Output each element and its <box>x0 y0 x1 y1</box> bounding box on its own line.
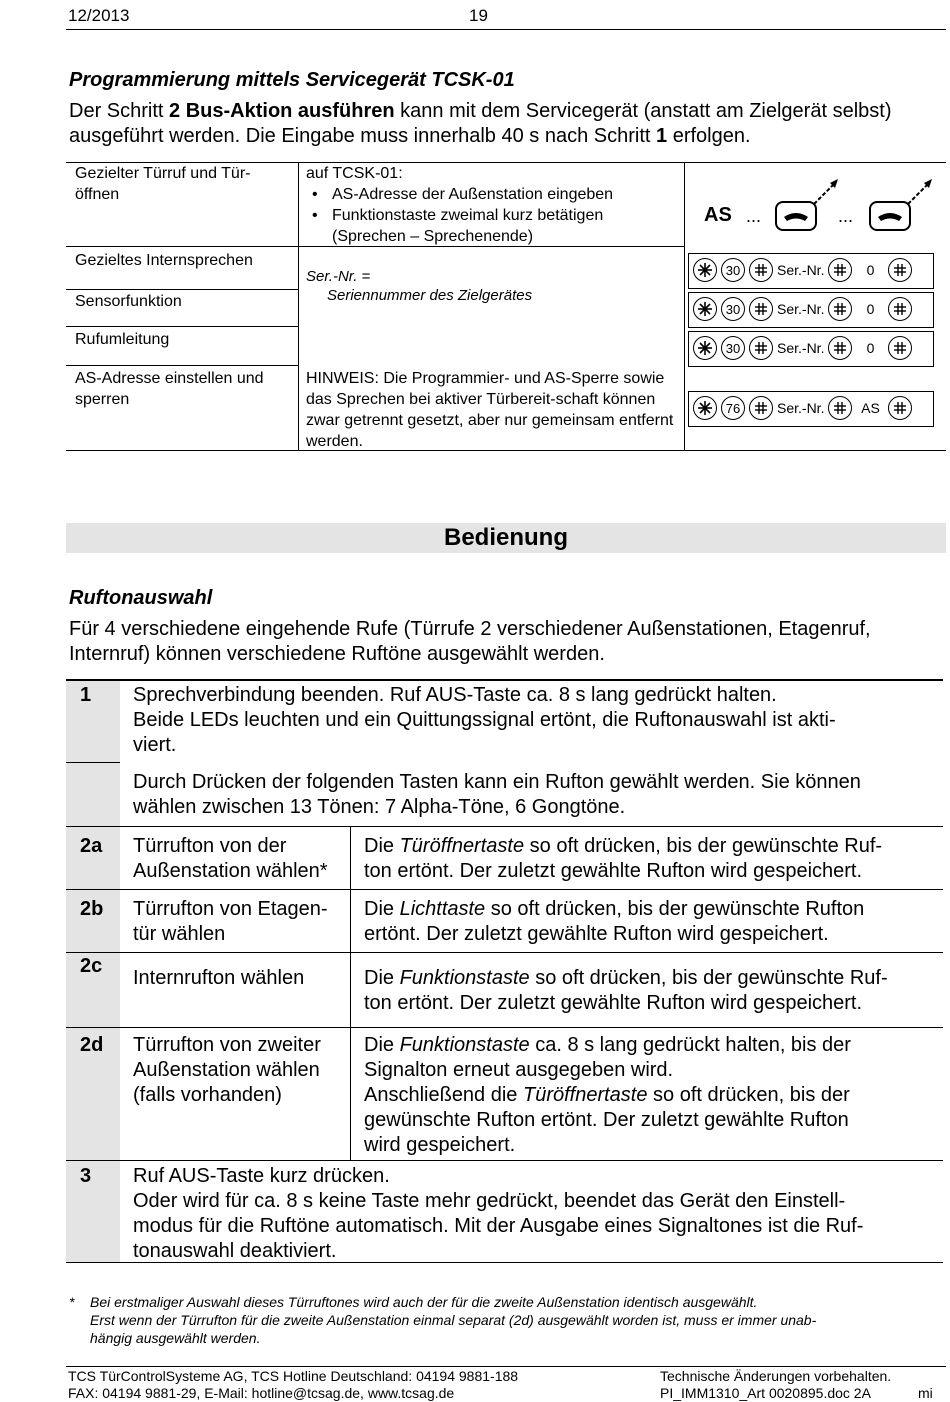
step-2c-left: Internrufton wählen <box>133 967 305 989</box>
handset-icon <box>868 178 938 239</box>
table-col-divider-1 <box>298 162 299 451</box>
steps-rule <box>66 1160 943 1161</box>
hash-key-icon <box>749 396 773 420</box>
hash-key-icon <box>749 297 773 321</box>
step-3-line: Oder wird für ca. 8 s keine Taste mehr gedrückt, beendet das Gerät den Einstell- <box>133 1190 846 1212</box>
row-label-rufumleitung: Rufumleitung <box>75 331 170 348</box>
intro-segment: Der Schritt <box>69 100 170 122</box>
text: Die <box>364 898 400 920</box>
key-name: Türöffnertaste <box>399 835 525 857</box>
hash-key-icon <box>749 258 773 282</box>
text: Die <box>364 835 400 857</box>
step-2a-left <box>133 834 328 884</box>
last-value: 0 <box>866 340 875 356</box>
text: ertönt. Der zuletzt gewählte Rufton wird gespeichert. <box>364 923 829 945</box>
code-key: 30 <box>721 258 745 282</box>
footer-initials: mi <box>918 1385 933 1401</box>
text: so oft drücken, bis der <box>647 1084 850 1106</box>
hash-key-icon <box>888 396 912 420</box>
as-label: AS <box>704 204 732 226</box>
steps-rule <box>66 889 943 890</box>
step-2d-right <box>364 1033 851 1158</box>
header-date: 12/2013 <box>68 6 130 25</box>
step-1-line: viert. <box>133 734 177 756</box>
prog-title: Programmierung mittels Servicegerät TCSK-01 <box>69 69 515 91</box>
footer-doc: PI_IMM1310_Art 0020895.doc 2A <box>660 1385 871 1401</box>
step-1-line: Beide LEDs leuchten und ein Quittungssignal ertönt, die Ruftonauswahl ist akti- <box>133 709 836 731</box>
step-2b-left-line: tür wählen <box>133 923 226 945</box>
hash-key-icon <box>888 297 912 321</box>
row-label-internsprechen: Gezieltes Internsprechen <box>75 252 253 269</box>
step-2a-left-line: Türrufton von der <box>133 835 287 857</box>
step-2c-right <box>364 966 888 1016</box>
star-key-icon <box>693 297 717 321</box>
hash-key-icon <box>828 258 852 282</box>
step-3-line: Ruf AUS-Taste kurz drücken. <box>133 1165 390 1187</box>
step-2d-left <box>133 1033 321 1108</box>
footer-note: Technische Änderungen vorbehalten. <box>660 1368 892 1384</box>
step-3-line: tonauswahl deaktiviert. <box>133 1240 337 1262</box>
step-2a-right <box>364 834 882 884</box>
key-name: Funktionstaste <box>399 967 530 989</box>
mid-cell-tcsk <box>306 163 678 247</box>
row-label-as-adresse: AS-Adresse einstellen und sperren <box>75 370 264 408</box>
sernr-text: Ser.-Nr. <box>777 400 825 416</box>
text: Signalton erneut ausgegeben wird. <box>364 1059 674 1081</box>
row-rule-3 <box>66 326 298 327</box>
sernr-text: Ser.-Nr. <box>777 340 825 356</box>
step-2d-left-line: (falls vorhanden) <box>133 1084 282 1106</box>
step-2d-left-line: Türrufton von zweiter <box>133 1034 321 1056</box>
step-1b-line: Durch Drücken der folgenden Tasten kann ein Rufton gewählt werden. Sie können <box>133 771 861 793</box>
code-sequence-2 <box>693 295 916 323</box>
star-key-icon <box>693 396 717 420</box>
footer-contact: FAX: 04194 9881-29, E-Mail: hotline@tcsag.de, www.tcsag.de <box>68 1385 455 1401</box>
step-1b-line: wählen zwischen 13 Tönen: 7 Alpha-Töne, 6 Gongtöne. <box>133 796 626 818</box>
hash-key-icon <box>888 258 912 282</box>
row-label-sensorfunktion: Sensorfunktion <box>75 293 182 310</box>
step-1-text <box>133 683 836 758</box>
footnote-line: hängig ausgewählt werden. <box>90 1330 261 1346</box>
dots-2: ... <box>838 206 854 226</box>
hash-key-icon <box>828 336 852 360</box>
bullet-funktionstaste: • Funktionstaste zweimal kurz betätigen (Sprechen – Sprechenende) <box>306 205 678 247</box>
step-3-text <box>133 1164 863 1264</box>
step-num-2c: 2c <box>80 955 103 977</box>
code-sequence-4 <box>693 394 916 422</box>
sernr-desc: Seriennummer des Zielgerätes <box>327 287 533 304</box>
star-key-icon <box>693 336 717 360</box>
hash-key-icon <box>888 336 912 360</box>
code-sequence-3 <box>693 334 916 362</box>
bedienung-title: Bedienung <box>444 524 568 551</box>
steps-rule <box>66 1027 943 1028</box>
step-2b-left-line: Türrufton von Etagen- <box>133 898 328 920</box>
steps-rule <box>66 952 943 953</box>
intro-segment: kann mit dem Servicegerät (anstatt am Zielgerät selbst) ausgeführt werden. Die Eingabe muss innerhalb 40 s nach Schritt <box>69 100 892 147</box>
code-sequence-1 <box>693 256 916 284</box>
mid-head: auf TCSK-01: <box>306 165 403 182</box>
text: ton ertönt. Der zuletzt gewählte Rufton wird gespeichert. <box>364 992 863 1014</box>
ruftonauswahl-intro: Für 4 verschiedene eingehende Rufe (Türrufe 2 verschiedener Außenstationen, Etagenruf, Internruf) können verschiedene Ruftöne ausgewählt werden. <box>69 618 871 665</box>
sernr-text: Ser.-Nr. <box>777 262 825 278</box>
step-1b-text <box>133 770 861 820</box>
bullet-as-adresse: • AS-Adresse der Außenstation eingeben <box>306 184 678 205</box>
hash-key-icon <box>828 396 852 420</box>
row-rule-4 <box>66 365 298 366</box>
code-key: 76 <box>721 396 745 420</box>
sernr-label: Ser.-Nr. = <box>306 268 371 285</box>
text: Die <box>364 967 400 989</box>
step-num-3: 3 <box>80 1165 92 1187</box>
last-value: AS <box>861 400 880 416</box>
intro-segment: 1 <box>656 125 668 147</box>
text: ton ertönt. Der zuletzt gewählte Rufton wird gespeichert. <box>364 860 863 882</box>
text: so oft drücken, bis der gewünschte Ruf- <box>529 967 888 989</box>
key-name: Lichttaste <box>399 898 486 920</box>
header-rule <box>66 29 946 30</box>
page-number: 19 <box>469 6 488 25</box>
ruftonauswahl-title: Ruftonauswahl <box>69 587 213 609</box>
steps-top-rule <box>66 679 943 681</box>
hash-key-icon <box>828 297 852 321</box>
step-2b-right <box>364 897 864 947</box>
step-2a-left-line: Außenstation wählen* <box>133 860 328 882</box>
sernr-text: Ser.-Nr. <box>777 301 825 317</box>
footnote-line: Bei erstmaliger Auswahl dieses Türruftones wird auch der für die zweite Außenstation identisch ausgewählt. <box>90 1294 758 1310</box>
step-num-2a: 2a <box>80 835 103 857</box>
row-rule-2 <box>66 289 298 290</box>
hinweis-text: HINWEIS: Die Programmier- und AS-Sperre sowie das Sprechen bei aktiver Türbereit-schaft können zwar getrennt gesetzt, aber nur gemeinsam entfernt werden. <box>306 370 674 450</box>
dots-1: ... <box>746 206 762 226</box>
step-num-1: 1 <box>80 684 92 706</box>
handset-icon <box>774 178 844 239</box>
footnote-text <box>90 1293 945 1347</box>
intro-segment: erfolgen. <box>667 125 751 147</box>
row-label-tuerruf: Gezielter Türruf und Tür-öffnen <box>75 165 251 203</box>
step-3-line: modus für die Ruftöne automatisch. Mit der Ausgabe eines Signaltones ist die Ruf- <box>133 1215 864 1237</box>
text: so oft drücken, bis der gewünschte Ruf- <box>524 835 883 857</box>
table-col-divider-2 <box>684 162 685 451</box>
steps-inner-divider <box>350 826 351 1160</box>
step-num-2d: 2d <box>80 1034 104 1056</box>
hash-key-icon <box>749 336 773 360</box>
step-2d-left-line: Außenstation wählen <box>133 1059 320 1081</box>
last-value: 0 <box>866 262 875 278</box>
text: so oft drücken, bis der gewünschte Rufton <box>485 898 865 920</box>
text: gewünschte Rufton ertönt. Der zuletzt gewählte Rufton <box>364 1109 849 1131</box>
key-name: Funktionstaste <box>399 1034 530 1056</box>
code-key: 30 <box>721 336 745 360</box>
footer-company: TCS TürControlSysteme AG, TCS Hotline Deutschland: 04194 9881-188 <box>68 1368 519 1384</box>
step-num-2b: 2b <box>80 898 104 920</box>
text: Anschließend die <box>364 1084 523 1106</box>
footnote-star: * <box>69 1294 75 1310</box>
steps-rule <box>66 762 120 763</box>
text: ca. 8 s lang gedrückt halten, bis der <box>529 1034 851 1056</box>
last-value: 0 <box>866 301 875 317</box>
step-2b-left <box>133 897 328 947</box>
step-1-line: Sprechverbindung beenden. Ruf AUS-Taste ca. 8 s lang gedrückt halten. <box>133 684 777 706</box>
prog-intro <box>69 99 929 149</box>
footer-rule <box>66 1366 946 1367</box>
key-name: Türöffnertaste <box>522 1084 648 1106</box>
code-key: 30 <box>721 297 745 321</box>
footnote-line: Erst wenn der Türrufton für die zweite Außenstation einmal separat (2d) ausgewählt worden ist, muss er immer unab- <box>90 1312 817 1328</box>
intro-segment: 2 Bus-Aktion ausführen <box>169 100 395 122</box>
row-rule-1 <box>66 246 298 247</box>
star-key-icon <box>693 258 717 282</box>
text: Die <box>364 1034 400 1056</box>
text: wird gespeichert. <box>364 1134 516 1156</box>
steps-rule <box>66 826 943 827</box>
